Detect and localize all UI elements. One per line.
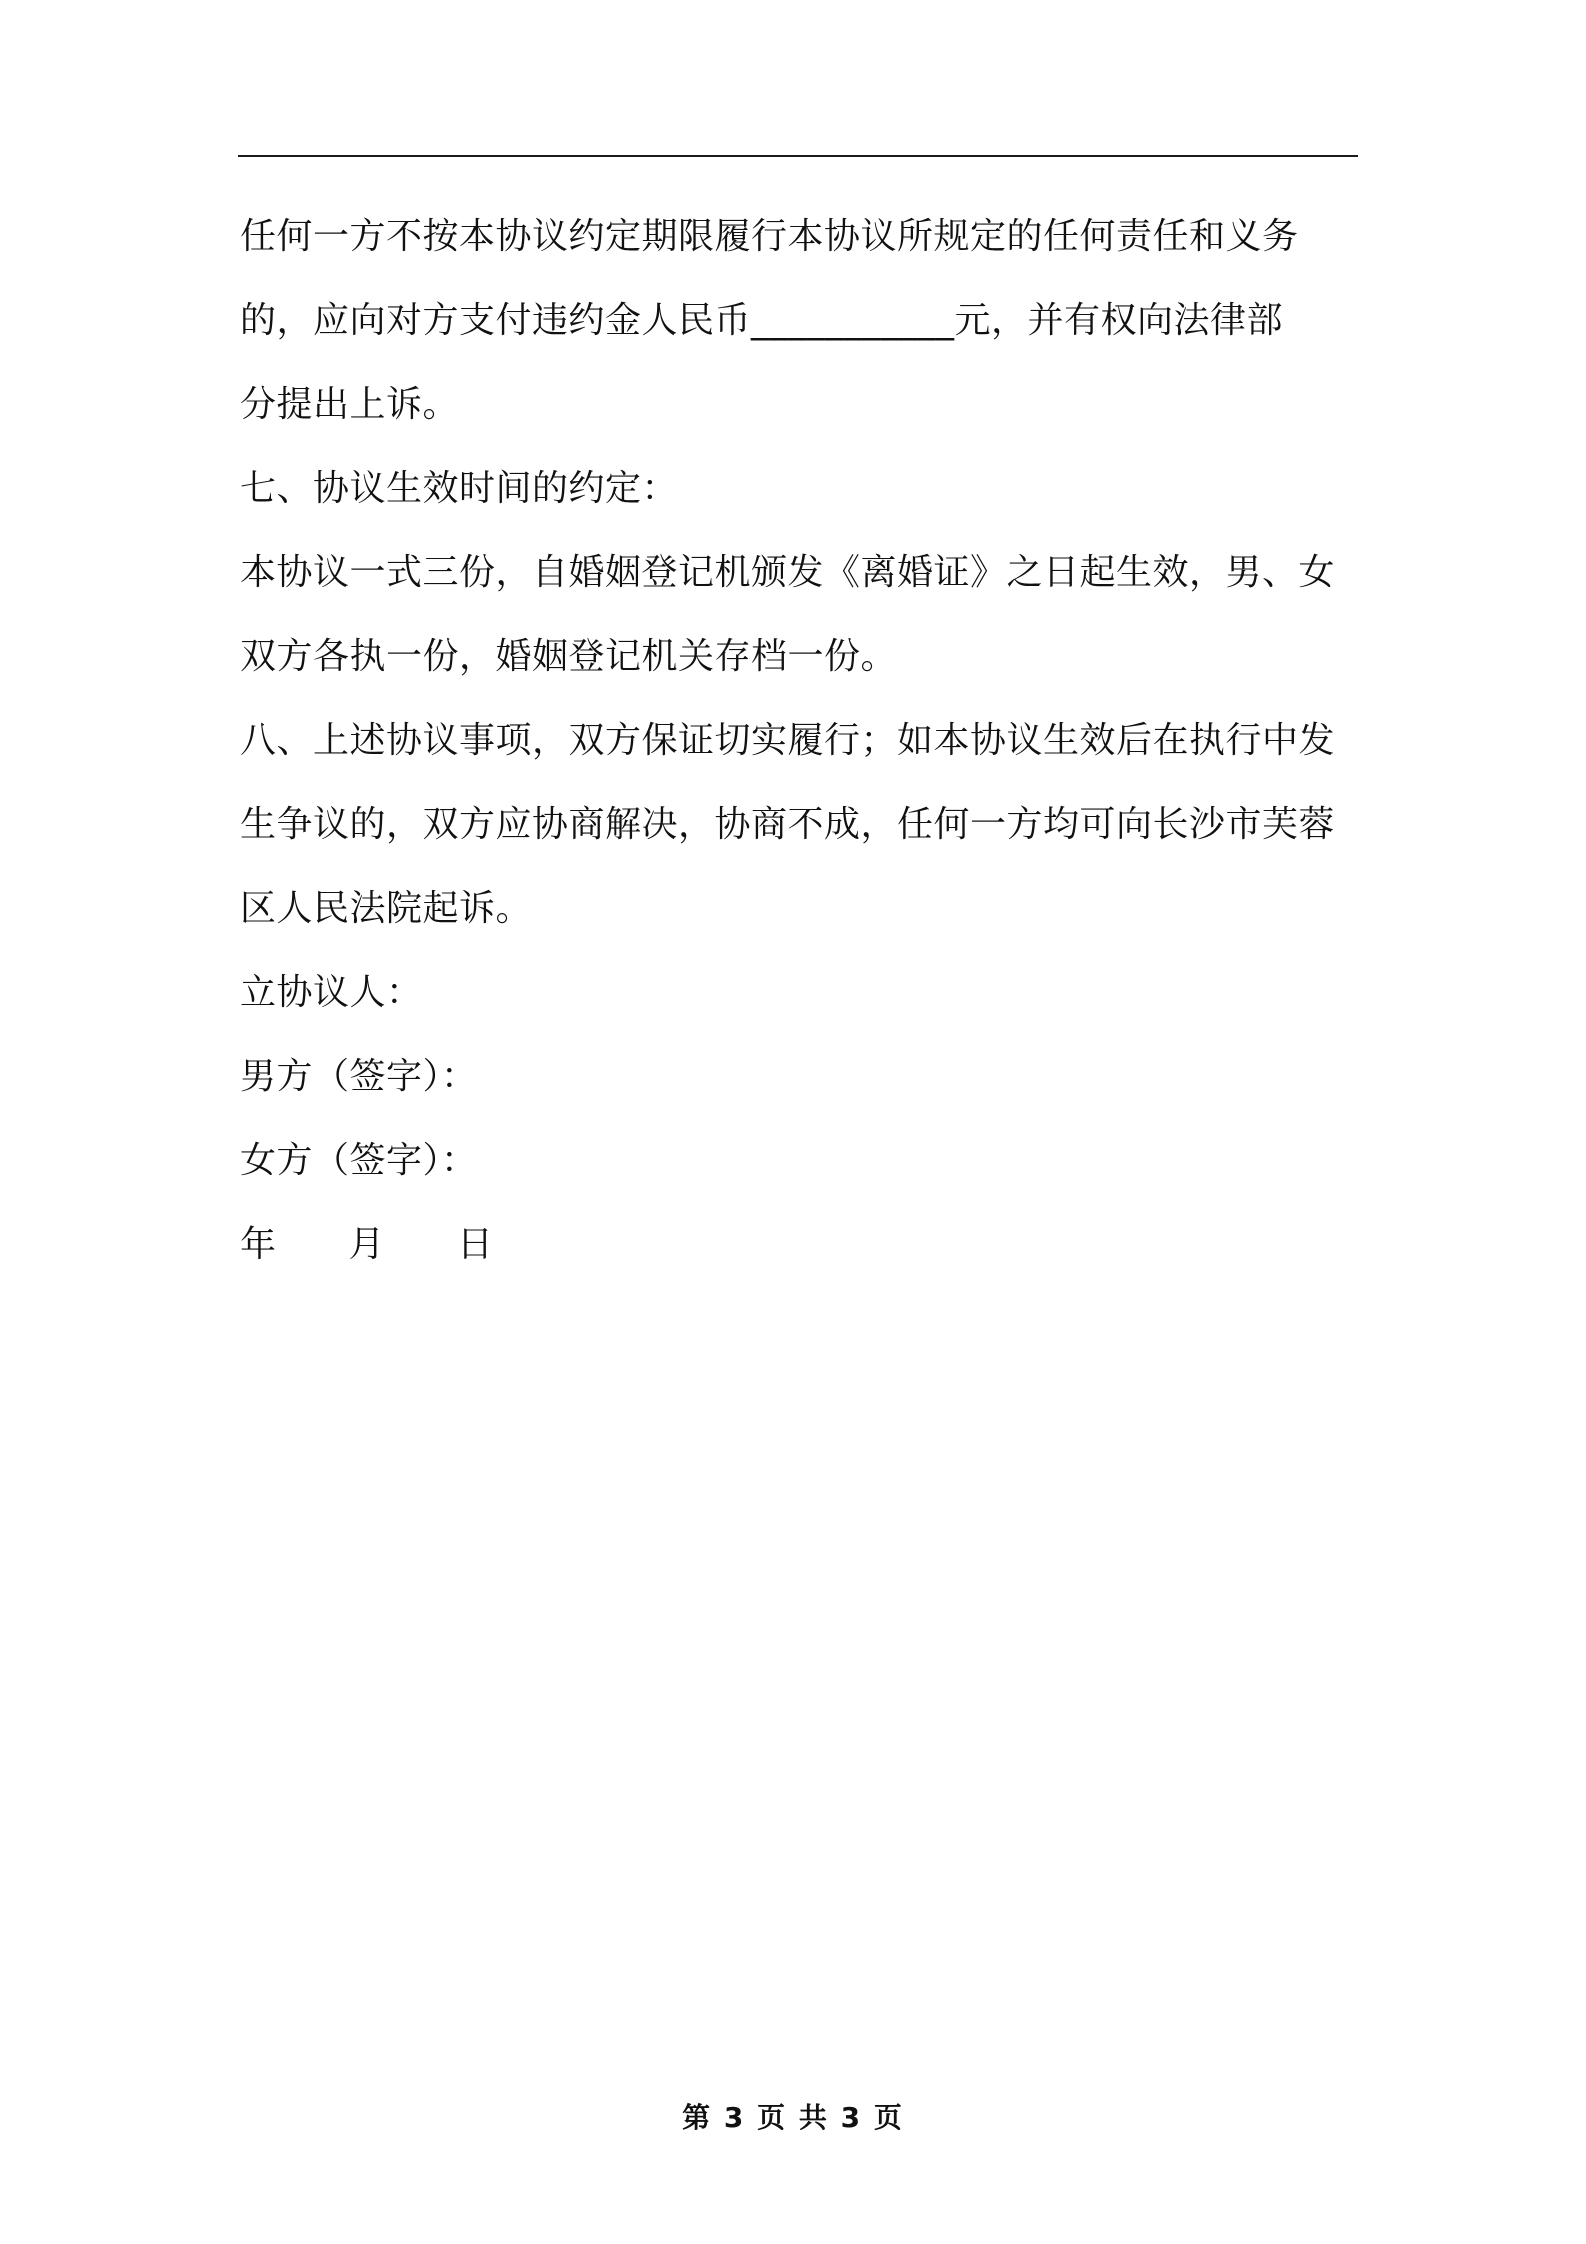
wife-signature-label: 女方（签字）： [240,1140,478,1181]
text-line: 本协议一式三份，自婚姻登记机颁发《离婚证》之日起生效，男、女 [240,552,1336,593]
effective-time-paragraph [240,531,1360,699]
date-line [240,1203,1360,1287]
breach-clause-paragraph [240,195,1360,447]
husband-signature-label: 男方（签字）： [240,1056,478,1097]
text-line: 任何一方不按本协议约定期限履行本协议所规定的任何责任和义务 [240,216,1299,257]
text-line: 八、上述协议事项，双方保证切实履行；如本协议生效后在执行中发 [240,720,1336,761]
page-number-footer: 第 3 页 共 3 页 [682,2101,904,2134]
signatories-label: 立协议人： [240,972,423,1013]
signatories-block [240,951,1360,1203]
date-month-label: 月 [348,1224,386,1265]
text-line: 的，应向对方支付违约金人民币___________元，并有权向法律部 [240,300,1284,341]
header-divider [238,155,1358,157]
date-day-label: 日 [457,1224,494,1265]
date-year-label: 年 [240,1224,277,1265]
text-line: 区人民法院起诉。 [240,888,533,929]
document-body [240,195,1360,1287]
text-line: 生争议的，双方应协商解决，协商不成，任何一方均可向长沙市芙蓉 [240,804,1336,845]
section-eight-paragraph [240,699,1360,951]
text-line: 双方各执一份，婚姻登记机关存档一份。 [240,636,898,677]
text-line: 分提出上诉。 [240,384,460,425]
section-seven-heading [240,447,1360,531]
section-heading: 七、协议生效时间的约定： [240,468,679,509]
